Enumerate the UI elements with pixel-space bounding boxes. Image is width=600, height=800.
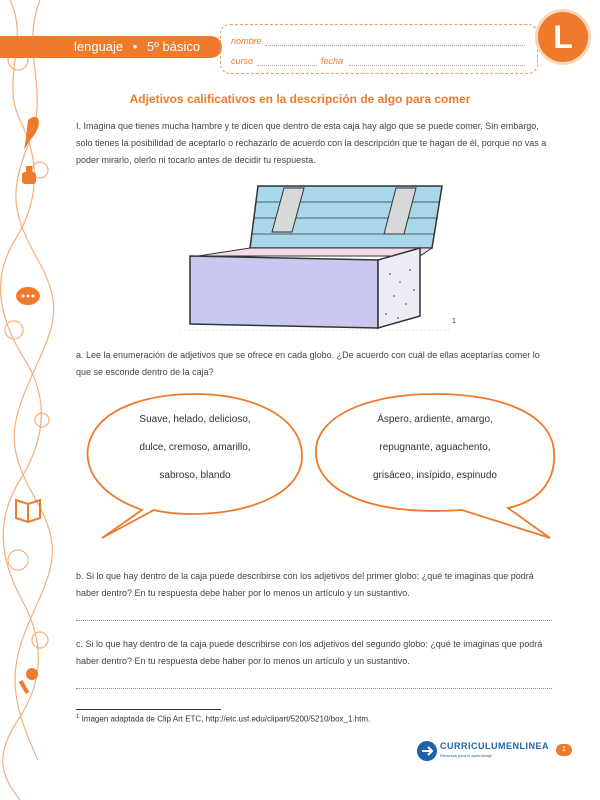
course-field[interactable] <box>257 65 317 66</box>
footnote-text: Imagen adaptada de Clip Art ETC, http://etc.usf.edu/clipart/5200/5210/box_1.htm. <box>81 714 371 724</box>
bubble-2-line-3: grisáceo, insípido, espinudo <box>373 470 497 481</box>
name-field[interactable] <box>265 45 525 46</box>
question-c: c. Si lo que hay dentro de la caja puede describirse con los adjetivos del segundo globo: ¿qué te imaginas que podrá haber dentro? En tu respuesta debe haber por lo menos un artículo y un sustantivo. <box>76 639 543 666</box>
question-b: b. Si lo que hay dentro de la caja puede describirse con los adjetivos del primer globo: ¿qué te imaginas que podrá haber dentro? En tu respuesta debe haber por lo menos un artículo y un sustantivo. <box>76 571 534 598</box>
box-illustration <box>180 178 460 336</box>
header-separator: • <box>132 39 138 54</box>
subject-header-bar <box>0 36 222 58</box>
subject-label: lenguaje <box>74 39 124 54</box>
bubble-1-line-3: sabroso, blando <box>159 470 231 481</box>
footnote-number: 1 <box>76 714 80 720</box>
grade-label: 5º básico <box>146 39 201 54</box>
footer-brand: CURRICULUMENLINEA <box>440 741 549 751</box>
name-label: nombre <box>231 36 262 46</box>
question-a: a. Lee la enumeración de adjetivos que se ofrece en cada globo. ¿De acuerdo con cuál de ellas aceptarías comer lo que se esconde dentro de la caja? <box>76 350 540 377</box>
image-footnote-marker: 1 <box>452 318 456 325</box>
bubble-1-line-1: Suave, helado, delicioso, <box>139 414 251 425</box>
book-icon <box>16 500 40 522</box>
footnote <box>76 714 370 724</box>
bubble-2-line-2: repugnante, aguachento, <box>379 442 491 453</box>
bubble-2-line-1: Áspero, ardiente, amargo, <box>377 414 493 425</box>
footer-tagline: Recursos para el aprendizaje <box>440 753 493 758</box>
date-field[interactable] <box>349 65 525 66</box>
page-title: Adjetivos calificativos en la descripción de algo para comer <box>129 92 471 106</box>
speech-bubble-icon <box>16 287 40 305</box>
page-number: 1 <box>556 744 572 756</box>
curriculum-logo-icon <box>416 740 438 762</box>
decorative-side-strip <box>0 0 60 800</box>
speech-bubble-2 <box>312 392 558 540</box>
footnote-rule <box>76 709 221 710</box>
course-label: curso <box>231 56 254 66</box>
speech-bubble-1 <box>82 392 308 540</box>
bubble-1-line-2: dulce, cremoso, amarillo, <box>139 442 251 453</box>
date-label: fecha <box>321 56 344 66</box>
answer-line-c[interactable] <box>76 688 552 689</box>
student-info-box <box>220 24 538 74</box>
instruction-paragraph-1: I. Imagina que tienes mucha hambre y te dicen que dentro de esta caja hay algo que se puede comer. Sin embargo, solo tienes la posibilidad de aceptarlo o rechazarlo de acuerdo con la descripción que te hagan de él, porque no vas a poder mirarlo, olerlo ni tocarlo antes de decidir tu respuesta. <box>76 121 547 165</box>
answer-line-b[interactable] <box>76 620 552 621</box>
lenguaje-logo: L <box>538 12 588 62</box>
